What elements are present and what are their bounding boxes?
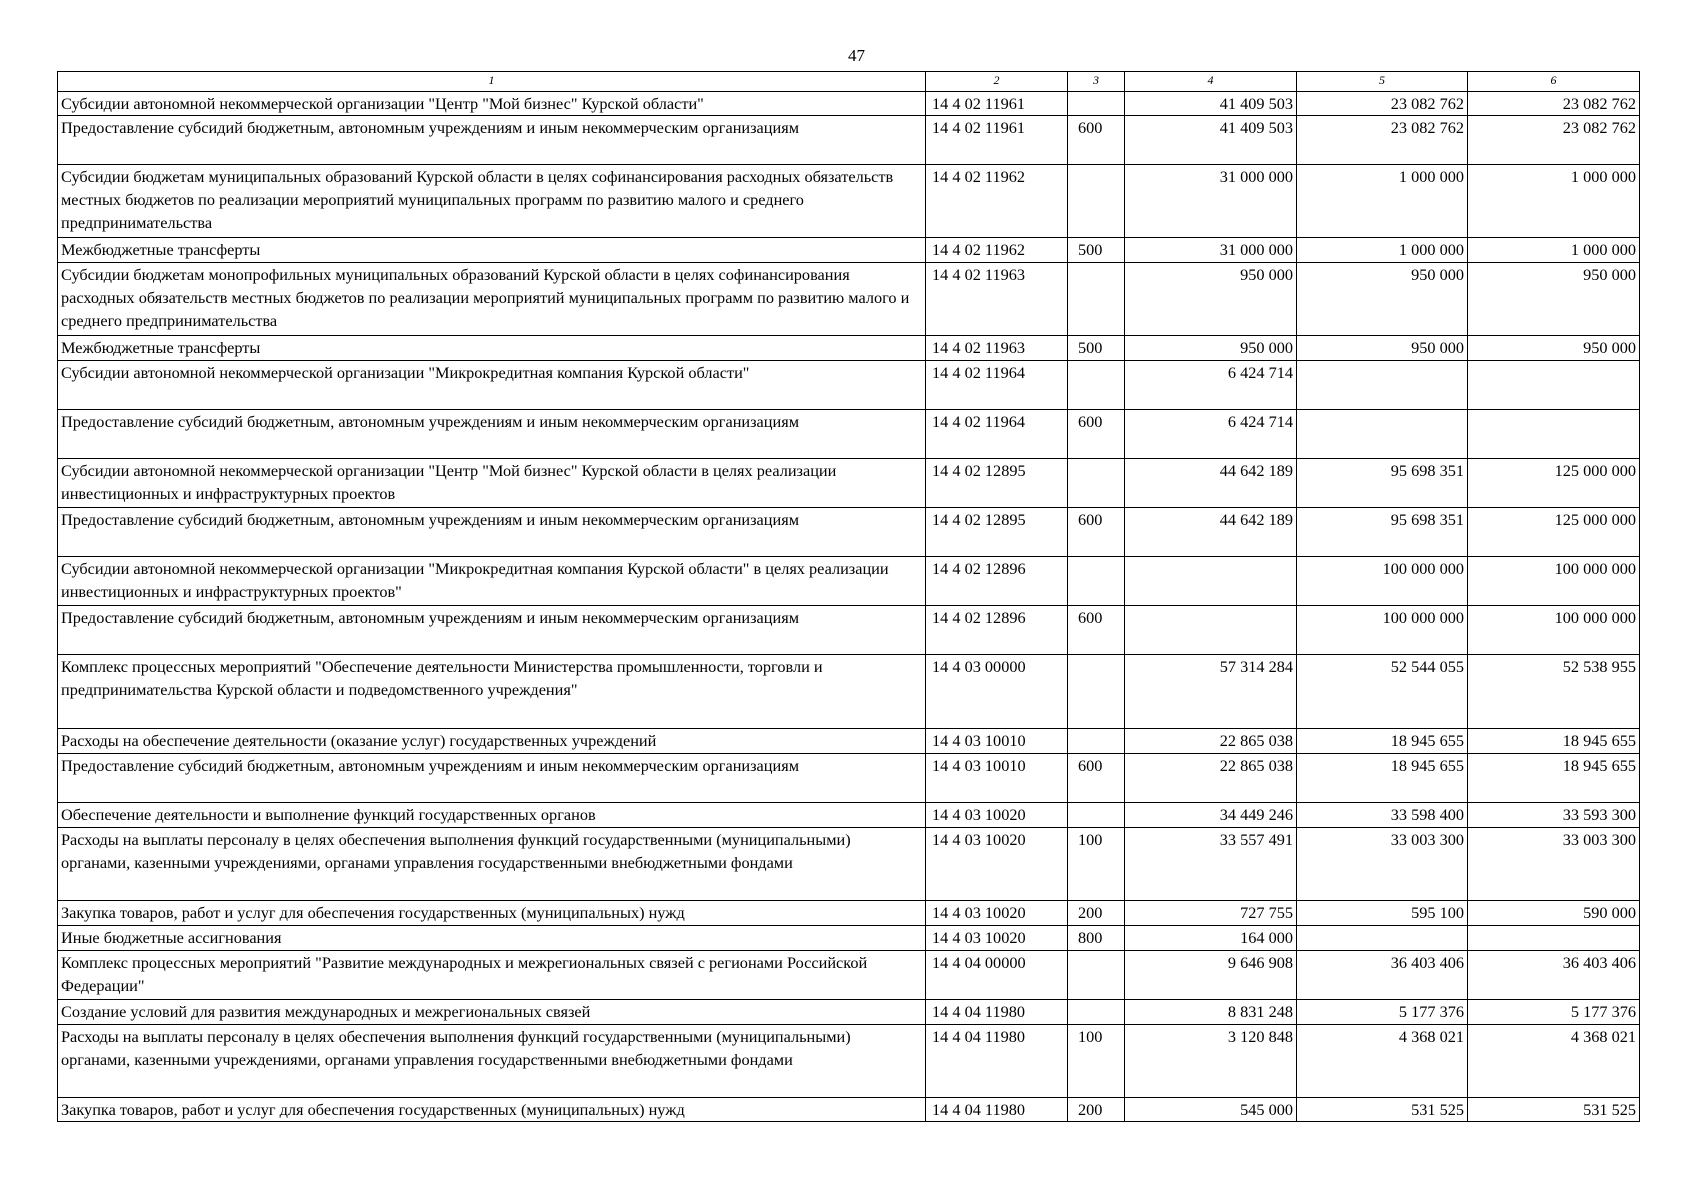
row-code-cell: 14 4 03 10020 <box>926 828 1068 901</box>
row-value-col4-cell: 22 865 038 <box>1125 729 1297 754</box>
table-row <box>58 729 1640 754</box>
row-name-cell: Расходы на выплаты персоналу в целях обеспечения выполнения функций государственными (муниципальными) органами, казенными учреждениями, органами управления государственными внебюджетными фондами <box>58 1025 926 1098</box>
table-row <box>58 238 1640 263</box>
row-expense-type-cell <box>1068 557 1125 606</box>
row-expense-type-cell <box>1068 803 1125 828</box>
row-value-col4-cell: 950 000 <box>1125 263 1297 336</box>
row-expense-type-cell: 200 <box>1068 901 1125 926</box>
table-row <box>58 263 1640 336</box>
row-value-col4-cell: 545 000 <box>1125 1098 1297 1122</box>
row-expense-type-cell: 100 <box>1068 828 1125 901</box>
row-code-cell: 14 4 02 11962 <box>926 165 1068 238</box>
row-value-col6-cell: 950 000 <box>1468 263 1640 336</box>
row-expense-type-cell <box>1068 165 1125 238</box>
row-expense-type-cell: 500 <box>1068 336 1125 361</box>
row-code-cell: 14 4 02 12895 <box>926 459 1068 508</box>
row-code-cell: 14 4 02 11962 <box>926 238 1068 263</box>
row-name-cell: Расходы на выплаты персоналу в целях обеспечения выполнения функций государственными (муниципальными) органами, казенными учреждениями, органами управления государственными внебюджетными фондами <box>58 828 926 901</box>
row-value-col5-cell: 950 000 <box>1297 263 1468 336</box>
column-header: 5 <box>1297 72 1468 92</box>
row-value-col5-cell: 33 003 300 <box>1297 828 1468 901</box>
row-name-cell: Субсидии автономной некоммерческой организации "Микрокредитная компания Курской области" в целях реализации инвестиционных и инфраструктурных проектов" <box>58 557 926 606</box>
row-value-col6-cell: 18 945 655 <box>1468 729 1640 754</box>
row-value-col5-cell: 100 000 000 <box>1297 557 1468 606</box>
row-value-col6-cell: 52 538 955 <box>1468 655 1640 729</box>
column-number-row <box>58 72 1640 92</box>
row-name-cell: Предоставление субсидий бюджетным, автономным учреждениям и иным некоммерческим организациям <box>58 754 926 803</box>
table-row <box>58 336 1640 361</box>
row-code-cell: 14 4 04 11980 <box>926 1000 1068 1025</box>
row-value-col4-cell: 44 642 189 <box>1125 459 1297 508</box>
row-name-cell: Субсидии бюджетам муниципальных образований Курской области в целях софинансирования расходных обязательств местных бюджетов по реализации мероприятий муниципальных программ по развитию малого и среднего предпринимательства <box>58 165 926 238</box>
row-expense-type-cell: 600 <box>1068 508 1125 557</box>
row-code-cell: 14 4 02 11964 <box>926 410 1068 459</box>
row-code-cell: 14 4 03 10020 <box>926 803 1068 828</box>
row-code-cell: 14 4 02 12896 <box>926 606 1068 655</box>
row-expense-type-cell <box>1068 729 1125 754</box>
column-header: 3 <box>1068 72 1125 92</box>
row-value-col4-cell: 41 409 503 <box>1125 116 1297 165</box>
row-name-cell: Предоставление субсидий бюджетным, автономным учреждениям и иным некоммерческим организациям <box>58 508 926 557</box>
table-row <box>58 557 1640 606</box>
table-row <box>58 1098 1640 1122</box>
row-value-col4-cell: 164 000 <box>1125 926 1297 951</box>
row-value-col6-cell: 590 000 <box>1468 901 1640 926</box>
row-name-cell: Субсидии автономной некоммерческой организации "Центр "Мой бизнес" Курской области" <box>58 92 926 116</box>
row-name-cell: Предоставление субсидий бюджетным, автономным учреждениям и иным некоммерческим организациям <box>58 606 926 655</box>
row-value-col4-cell: 31 000 000 <box>1125 165 1297 238</box>
column-header: 2 <box>926 72 1068 92</box>
row-name-cell: Субсидии автономной некоммерческой организации "Микрокредитная компания Курской области" <box>58 361 926 410</box>
row-value-col4-cell: 3 120 848 <box>1125 1025 1297 1098</box>
row-expense-type-cell: 100 <box>1068 1025 1125 1098</box>
row-code-cell: 14 4 03 10010 <box>926 754 1068 803</box>
row-value-col4-cell: 8 831 248 <box>1125 1000 1297 1025</box>
row-expense-type-cell <box>1068 263 1125 336</box>
row-value-col4-cell: 6 424 714 <box>1125 361 1297 410</box>
table-row <box>58 655 1640 729</box>
table-row <box>58 606 1640 655</box>
row-value-col4-cell: 6 424 714 <box>1125 410 1297 459</box>
row-value-col5-cell: 33 598 400 <box>1297 803 1468 828</box>
row-value-col4-cell: 950 000 <box>1125 336 1297 361</box>
row-name-cell: Субсидии автономной некоммерческой организации "Центр "Мой бизнес" Курской области в целях реализации инвестиционных и инфраструктурных проектов <box>58 459 926 508</box>
row-value-col4-cell: 9 646 908 <box>1125 951 1297 1000</box>
row-value-col5-cell: 23 082 762 <box>1297 116 1468 165</box>
row-value-col5-cell: 95 698 351 <box>1297 508 1468 557</box>
row-value-col4-cell: 41 409 503 <box>1125 92 1297 116</box>
row-value-col5-cell: 595 100 <box>1297 901 1468 926</box>
row-value-col6-cell <box>1468 361 1640 410</box>
row-value-col5-cell: 531 525 <box>1297 1098 1468 1122</box>
row-value-col6-cell: 1 000 000 <box>1468 165 1640 238</box>
row-code-cell: 14 4 02 12895 <box>926 508 1068 557</box>
row-value-col6-cell: 950 000 <box>1468 336 1640 361</box>
row-value-col6-cell: 23 082 762 <box>1468 92 1640 116</box>
row-code-cell: 14 4 02 11963 <box>926 263 1068 336</box>
column-header: 1 <box>58 72 926 92</box>
table-row <box>58 459 1640 508</box>
row-expense-type-cell: 200 <box>1068 1098 1125 1122</box>
row-value-col4-cell: 34 449 246 <box>1125 803 1297 828</box>
row-value-col6-cell <box>1468 410 1640 459</box>
row-value-col5-cell: 950 000 <box>1297 336 1468 361</box>
row-value-col6-cell: 36 403 406 <box>1468 951 1640 1000</box>
table-row <box>58 1000 1640 1025</box>
row-code-cell: 14 4 04 11980 <box>926 1025 1068 1098</box>
row-value-col4-cell: 31 000 000 <box>1125 238 1297 263</box>
row-code-cell: 14 4 03 10020 <box>926 926 1068 951</box>
row-value-col6-cell: 23 082 762 <box>1468 116 1640 165</box>
column-header: 4 <box>1125 72 1297 92</box>
row-value-col5-cell: 52 544 055 <box>1297 655 1468 729</box>
row-code-cell: 14 4 02 12896 <box>926 557 1068 606</box>
row-value-col5-cell: 36 403 406 <box>1297 951 1468 1000</box>
row-value-col5-cell <box>1297 361 1468 410</box>
row-value-col4-cell: 44 642 189 <box>1125 508 1297 557</box>
row-name-cell: Межбюджетные трансферты <box>58 238 926 263</box>
row-value-col4-cell <box>1125 557 1297 606</box>
row-name-cell: Закупка товаров, работ и услуг для обеспечения государственных (муниципальных) нужд <box>58 901 926 926</box>
row-value-col6-cell: 4 368 021 <box>1468 1025 1640 1098</box>
row-value-col6-cell: 100 000 000 <box>1468 557 1640 606</box>
row-code-cell: 14 4 02 11961 <box>926 92 1068 116</box>
row-expense-type-cell <box>1068 361 1125 410</box>
table-row <box>58 361 1640 410</box>
row-value-col5-cell: 23 082 762 <box>1297 92 1468 116</box>
row-value-col5-cell: 18 945 655 <box>1297 729 1468 754</box>
table-body <box>58 92 1640 1122</box>
table-row <box>58 754 1640 803</box>
row-name-cell: Иные бюджетные ассигнования <box>58 926 926 951</box>
table-row <box>58 951 1640 1000</box>
row-name-cell: Создание условий для развития международных и межрегиональных связей <box>58 1000 926 1025</box>
row-value-col5-cell: 95 698 351 <box>1297 459 1468 508</box>
row-value-col6-cell: 531 525 <box>1468 1098 1640 1122</box>
row-value-col6-cell <box>1468 926 1640 951</box>
table-row <box>58 926 1640 951</box>
table-row <box>58 92 1640 116</box>
row-value-col6-cell: 100 000 000 <box>1468 606 1640 655</box>
row-value-col5-cell: 1 000 000 <box>1297 165 1468 238</box>
row-value-col6-cell: 33 593 300 <box>1468 803 1640 828</box>
row-expense-type-cell: 600 <box>1068 410 1125 459</box>
row-value-col5-cell <box>1297 410 1468 459</box>
row-expense-type-cell <box>1068 951 1125 1000</box>
table-row <box>58 1025 1640 1098</box>
table-row <box>58 803 1640 828</box>
column-header: 6 <box>1468 72 1640 92</box>
row-name-cell: Межбюджетные трансферты <box>58 336 926 361</box>
row-name-cell: Обеспечение деятельности и выполнение функций государственных органов <box>58 803 926 828</box>
table-row <box>58 901 1640 926</box>
table-row <box>58 508 1640 557</box>
table-row <box>58 828 1640 901</box>
row-expense-type-cell <box>1068 655 1125 729</box>
row-name-cell: Предоставление субсидий бюджетным, автономным учреждениям и иным некоммерческим организациям <box>58 116 926 165</box>
row-name-cell: Комплекс процессных мероприятий "Развитие международных и межрегиональных связей с регионами Российской Федерации" <box>58 951 926 1000</box>
row-expense-type-cell: 600 <box>1068 116 1125 165</box>
row-code-cell: 14 4 02 11964 <box>926 361 1068 410</box>
row-expense-type-cell <box>1068 1000 1125 1025</box>
row-value-col5-cell: 1 000 000 <box>1297 238 1468 263</box>
row-value-col5-cell: 4 368 021 <box>1297 1025 1468 1098</box>
row-value-col4-cell <box>1125 606 1297 655</box>
row-code-cell: 14 4 02 11963 <box>926 336 1068 361</box>
row-value-col5-cell: 18 945 655 <box>1297 754 1468 803</box>
row-expense-type-cell <box>1068 459 1125 508</box>
row-name-cell: Предоставление субсидий бюджетным, автономным учреждениям и иным некоммерческим организациям <box>58 410 926 459</box>
row-name-cell: Комплекс процессных мероприятий "Обеспечение деятельности Министерства промышленности, торговли и предпринимательства Курской области и подведомственного учреждения" <box>58 655 926 729</box>
row-expense-type-cell: 500 <box>1068 238 1125 263</box>
row-expense-type-cell: 800 <box>1068 926 1125 951</box>
row-value-col4-cell: 727 755 <box>1125 901 1297 926</box>
row-code-cell: 14 4 02 11961 <box>926 116 1068 165</box>
table-row <box>58 165 1640 238</box>
row-expense-type-cell: 600 <box>1068 606 1125 655</box>
row-value-col5-cell <box>1297 926 1468 951</box>
row-value-col4-cell: 22 865 038 <box>1125 754 1297 803</box>
row-code-cell: 14 4 03 10010 <box>926 729 1068 754</box>
row-value-col6-cell: 18 945 655 <box>1468 754 1640 803</box>
budget-table <box>57 71 1640 1122</box>
table-row <box>58 410 1640 459</box>
row-code-cell: 14 4 03 00000 <box>926 655 1068 729</box>
row-value-col6-cell: 125 000 000 <box>1468 508 1640 557</box>
row-value-col6-cell: 125 000 000 <box>1468 459 1640 508</box>
row-expense-type-cell <box>1068 92 1125 116</box>
row-code-cell: 14 4 04 00000 <box>926 951 1068 1000</box>
row-value-col6-cell: 1 000 000 <box>1468 238 1640 263</box>
row-expense-type-cell: 600 <box>1068 754 1125 803</box>
row-value-col4-cell: 57 314 284 <box>1125 655 1297 729</box>
row-code-cell: 14 4 03 10020 <box>926 901 1068 926</box>
table-row <box>58 116 1640 165</box>
row-name-cell: Субсидии бюджетам монопрофильных муниципальных образований Курской области в целях софинансирования расходных обязательств местных бюджетов по реализации мероприятий муниципальных программ по развитию малого и среднего предпринимательства <box>58 263 926 336</box>
row-value-col4-cell: 33 557 491 <box>1125 828 1297 901</box>
row-value-col6-cell: 33 003 300 <box>1468 828 1640 901</box>
row-value-col5-cell: 5 177 376 <box>1297 1000 1468 1025</box>
row-value-col6-cell: 5 177 376 <box>1468 1000 1640 1025</box>
row-code-cell: 14 4 04 11980 <box>926 1098 1068 1122</box>
row-name-cell: Закупка товаров, работ и услуг для обеспечения государственных (муниципальных) нужд <box>58 1098 926 1122</box>
page-number: 47 <box>848 46 865 65</box>
row-name-cell: Расходы на обеспечение деятельности (оказание услуг) государственных учреждений <box>58 729 926 754</box>
row-value-col5-cell: 100 000 000 <box>1297 606 1468 655</box>
